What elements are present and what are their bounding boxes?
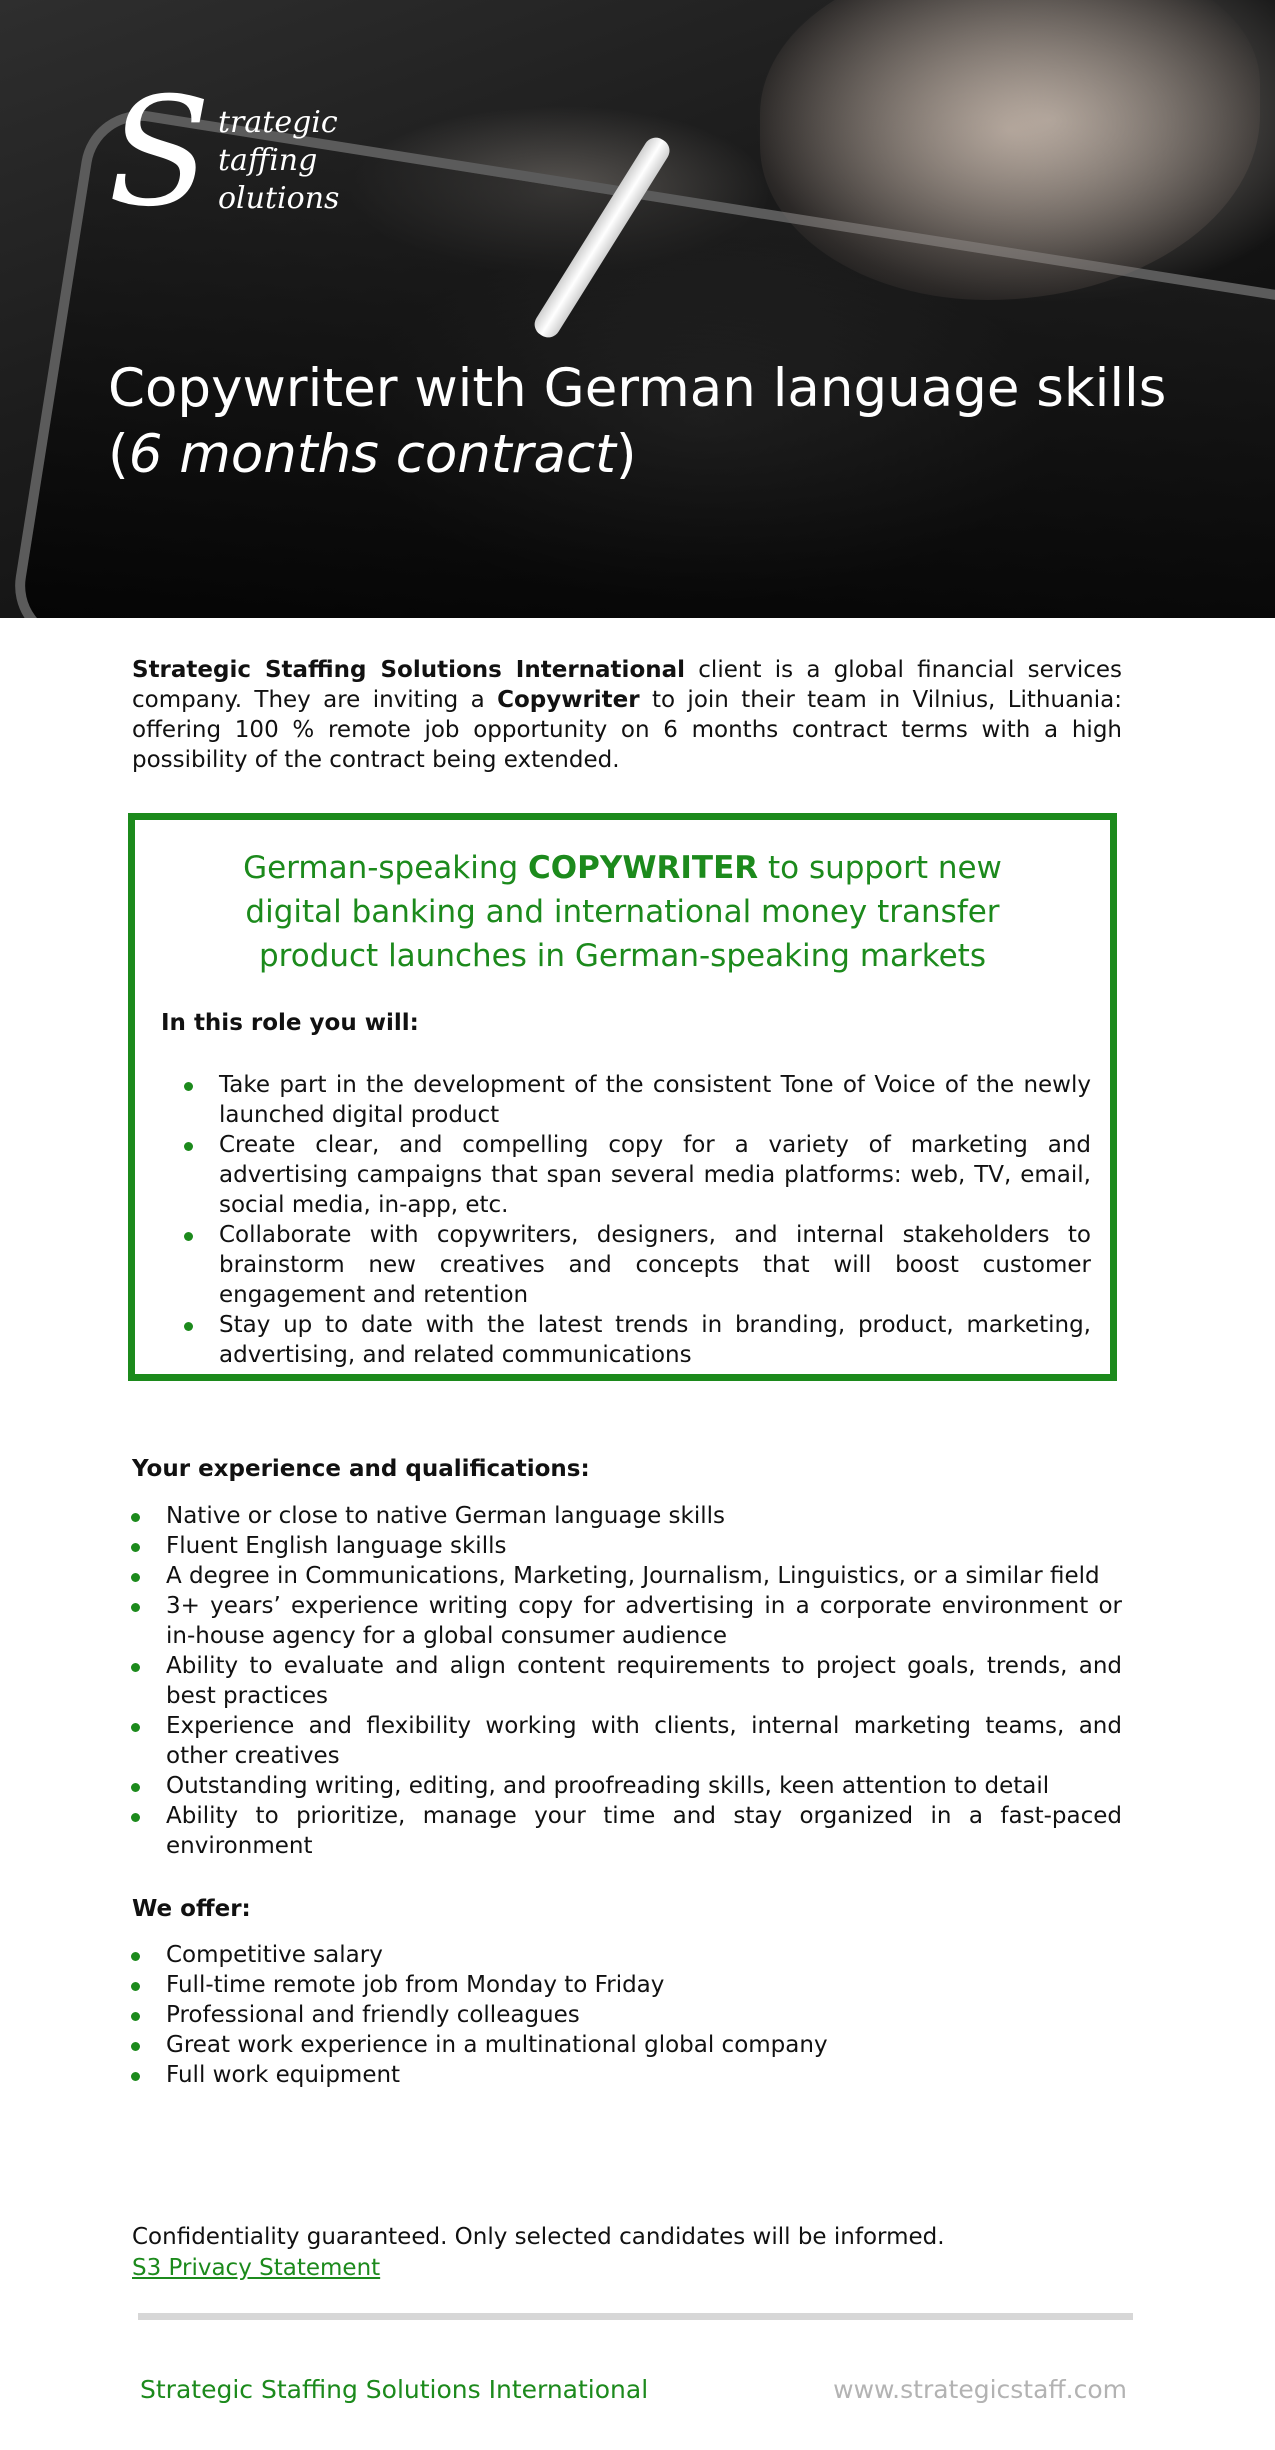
- list-item: Ability to evaluate and align content requirements to project goals, trends, and best practices: [108, 1651, 1122, 1711]
- role-subheading: In this role you will:: [161, 1010, 419, 1036]
- list-item: Native or close to native German language skills: [108, 1501, 1122, 1531]
- list-item: Great work experience in a multinational global company: [108, 2030, 1122, 2060]
- offer-list: [108, 1940, 1122, 2090]
- intro-paragraph: [132, 655, 1122, 775]
- list-item: Full-time remote job from Monday to Friday: [108, 1970, 1122, 2000]
- list-item: Stay up to date with the latest trends in branding, product, marketing, advertising, and related communications: [161, 1310, 1091, 1370]
- logo-line: olutions: [218, 181, 340, 216]
- intro-text-1: client is a global financial services company. They are inviting a: [132, 657, 1122, 713]
- page-title: [108, 356, 1166, 488]
- list-item: Outstanding writing, editing, and proofreading skills, keen attention to detail: [108, 1771, 1122, 1801]
- company-logo: [108, 66, 340, 240]
- footer-website[interactable]: www.strategicstaff.com: [833, 2375, 1127, 2404]
- list-item: Collaborate with copywriters, designers, and internal stakeholders to brainstorm new creatives and concepts that will boost customer engagement and retention: [161, 1220, 1091, 1310]
- experience-list: [108, 1501, 1122, 1861]
- list-item: Ability to prioritize, manage your time and stay organized in a fast-paced environment: [108, 1801, 1122, 1861]
- experience-heading: Your experience and qualifications:: [132, 1456, 590, 1482]
- logo-line: trategic: [218, 105, 338, 140]
- logo-wordmark: [218, 104, 339, 218]
- privacy-statement-link[interactable]: S3 Privacy Statement: [132, 2255, 381, 2281]
- list-item: Experience and flexibility working with clients, internal marketing teams, and other creatives: [108, 1711, 1122, 1771]
- role-box-title: [195, 846, 1050, 978]
- footer-divider: [138, 2313, 1133, 2320]
- list-item: 3+ years’ experience writing copy for advertising in a corporate environment or in-house agency for a global consumer audience: [108, 1591, 1122, 1651]
- title-contract-term: 6 months contract: [128, 424, 616, 485]
- logo-initial: S: [108, 66, 211, 240]
- footer-company-name: Strategic Staffing Solutions International: [140, 2375, 649, 2404]
- confidentiality-note: Confidentiality guaranteed. Only selected candidates will be informed.: [132, 2224, 945, 2250]
- role-title-bold: COPYWRITER: [528, 850, 759, 886]
- list-item: Full work equipment: [108, 2060, 1122, 2090]
- offer-heading: We offer:: [132, 1896, 251, 1922]
- intro-role: Copywriter: [497, 687, 640, 713]
- role-title-pre: German-speaking: [243, 850, 529, 886]
- role-title-post: to support new digital banking and international money transfer product launches in German-speaking markets: [245, 850, 1002, 974]
- title-open-paren: (: [108, 424, 129, 485]
- role-box: [128, 813, 1117, 1381]
- intro-company: Strategic Staffing Solutions International: [132, 657, 686, 683]
- list-item: Professional and friendly colleagues: [108, 2000, 1122, 2030]
- list-item: Take part in the development of the consistent Tone of Voice of the newly launched digital product: [161, 1070, 1091, 1130]
- intro-text-2: to join their team in Vilnius, Lithuania: offering 100 % remote job opportunity on 6 months contract terms with a high possibility of the contract being extended.: [132, 687, 1122, 773]
- hero-banner: [0, 0, 1275, 618]
- title-line-1: Copywriter with German language skills: [108, 358, 1167, 419]
- logo-line: taffing: [218, 143, 318, 178]
- list-item: Competitive salary: [108, 1940, 1122, 1970]
- role-duties-list: [161, 1070, 1091, 1370]
- hand-image: [760, 0, 1260, 300]
- list-item: Create clear, and compelling copy for a variety of marketing and advertising campaigns that span several media platforms: web, TV, email, social media, in-app, etc.: [161, 1130, 1091, 1220]
- list-item: Fluent English language skills: [108, 1531, 1122, 1561]
- list-item: A degree in Communications, Marketing, Journalism, Linguistics, or a similar field: [108, 1561, 1122, 1591]
- title-close-paren: ): [615, 424, 637, 485]
